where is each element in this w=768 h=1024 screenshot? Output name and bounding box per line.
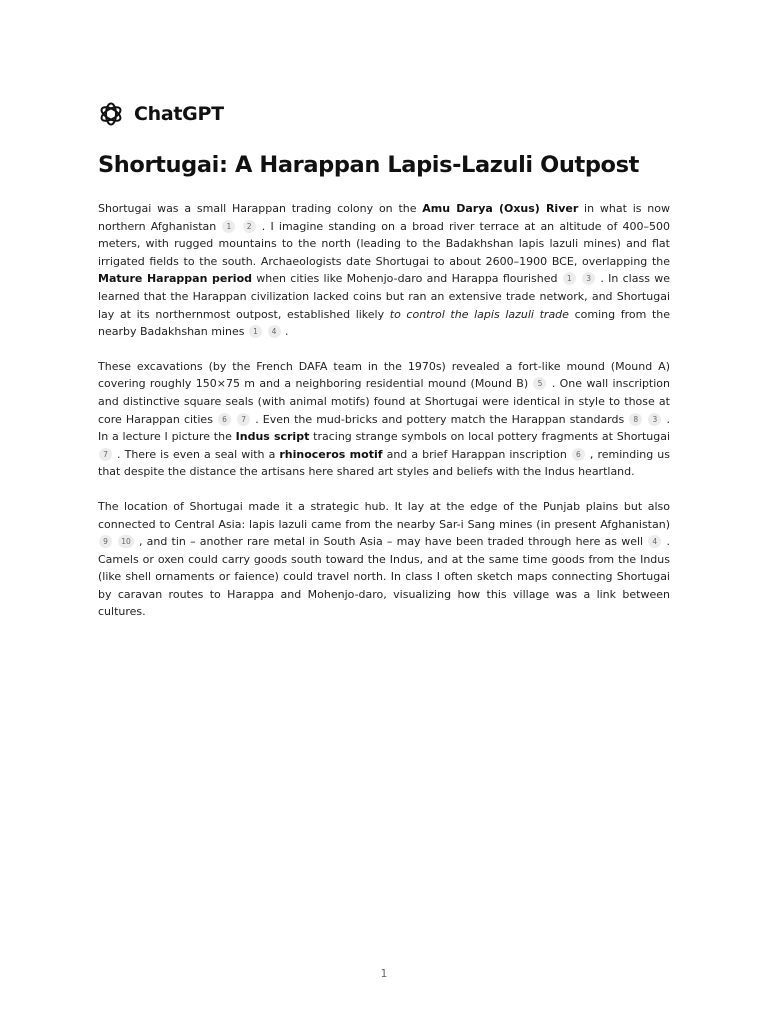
- paragraph: [98, 200, 670, 341]
- brand-name: ChatGPT: [134, 103, 224, 125]
- citation-badge[interactable]: 1: [249, 325, 262, 338]
- paragraph: [98, 358, 670, 481]
- openai-logo-icon: [98, 101, 124, 127]
- italic-text: to control the lapis lazuli trade: [389, 307, 569, 321]
- bold-text: Amu Darya (Oxus) River: [422, 202, 579, 215]
- text-run: and a brief Harappan inscription: [382, 447, 571, 461]
- text-run: . I imagine standing on a broad river terrace at an altitude of 400–500 meters, with rugged mountains to the north (leading to the Badakhshan lapis lazuli mines) and flat irrigated fields to the south. Archaeologists date Shortugai to about 2600–1900 BCE, overlapping the: [98, 219, 670, 268]
- text-run: [577, 272, 581, 285]
- text-run: [232, 413, 236, 426]
- page-number: 1: [380, 968, 388, 980]
- citation-badge[interactable]: 3: [582, 272, 595, 285]
- text-run: . Camels or oxen could carry goods south toward the Indus, and at the same time goods from the Indus (like shell ornaments or faience) could travel north. In class I often sketch maps connecting Shortugai by caravan routes to Harappa and Mohenjo-daro, visualizing how this village was a link between cultures.: [98, 535, 671, 619]
- citation-badge[interactable]: 9: [99, 535, 112, 548]
- text-run: These excavations (by the French DAFA team in the 1970s) revealed a fort-like mound (Mound A) covering roughly 150×75 m and a neighboring residential mound (Mound B): [98, 359, 670, 391]
- citation-badge[interactable]: 8: [629, 413, 642, 426]
- text-run: The location of Shortugai made it a strategic hub. It lay at the edge of the Punjab plains but also connected to Central Asia: lapis lazuli came from the nearby Sar-i Sang mines (in present Afghanistan): [98, 499, 670, 531]
- bold-text: rhinoceros motif: [279, 447, 383, 461]
- citation-badge[interactable]: 10: [118, 535, 134, 548]
- text-run: [263, 325, 267, 338]
- text-run: when cities like Mohenjo-daro and Harappa flourished: [252, 272, 562, 286]
- text-run: , reminding us that despite the distance the artisans here shared art styles and beliefs with the Indus heartland.: [98, 447, 670, 479]
- text-run: Shortugai was a small Harappan trading colony on the: [98, 202, 423, 215]
- document-title: Shortugai: A Harappan Lapis-Lazuli Outpost: [98, 152, 639, 178]
- text-run: . In class we learned that the Harappan civilization lacked coins but ran an extensive trade network, and Shortugai lay at its northernmost outpost, established likely: [98, 272, 670, 321]
- text-run: [643, 413, 647, 426]
- citation-badge[interactable]: 7: [237, 413, 250, 426]
- text-run: . One wall inscription and distinctive square seals (with animal motifs) found at Shortugai were identical in style to those at core Harappan cities: [98, 377, 670, 426]
- text-run: , and tin – another rare metal in South Asia – may have been traded through here as well: [134, 535, 648, 549]
- citation-badge[interactable]: 3: [648, 413, 661, 426]
- text-run: in what is now northern Afghanistan: [98, 202, 670, 233]
- text-run: [113, 535, 117, 548]
- citation-badge[interactable]: 6: [218, 413, 231, 426]
- brand-header: [98, 96, 670, 132]
- citation-badge[interactable]: 6: [572, 448, 585, 461]
- citation-badge[interactable]: 1: [563, 272, 576, 285]
- citation-badge[interactable]: 5: [533, 377, 546, 390]
- text-run: . In a lecture I picture the: [98, 412, 670, 444]
- citation-badge[interactable]: 4: [648, 535, 661, 548]
- citation-badge[interactable]: 2: [243, 220, 256, 233]
- text-run: .: [281, 325, 289, 339]
- citation-badge[interactable]: 7: [99, 448, 112, 461]
- citation-badge[interactable]: 1: [222, 220, 235, 233]
- text-run: [236, 220, 241, 233]
- text-run: coming from the nearby Badakhshan mines: [98, 307, 670, 339]
- bold-text: Indus script: [235, 430, 310, 444]
- text-run: . Even the mud-bricks and pottery match the Harappan standards: [251, 412, 629, 426]
- document-page: [98, 96, 670, 621]
- paragraph: [98, 498, 670, 621]
- text-run: tracing strange symbols on local pottery fragments at Shortugai: [309, 430, 671, 444]
- text-run: . There is even a seal with a: [113, 447, 280, 461]
- bold-text: Mature Harappan period: [98, 272, 253, 286]
- citation-badge[interactable]: 4: [268, 325, 281, 338]
